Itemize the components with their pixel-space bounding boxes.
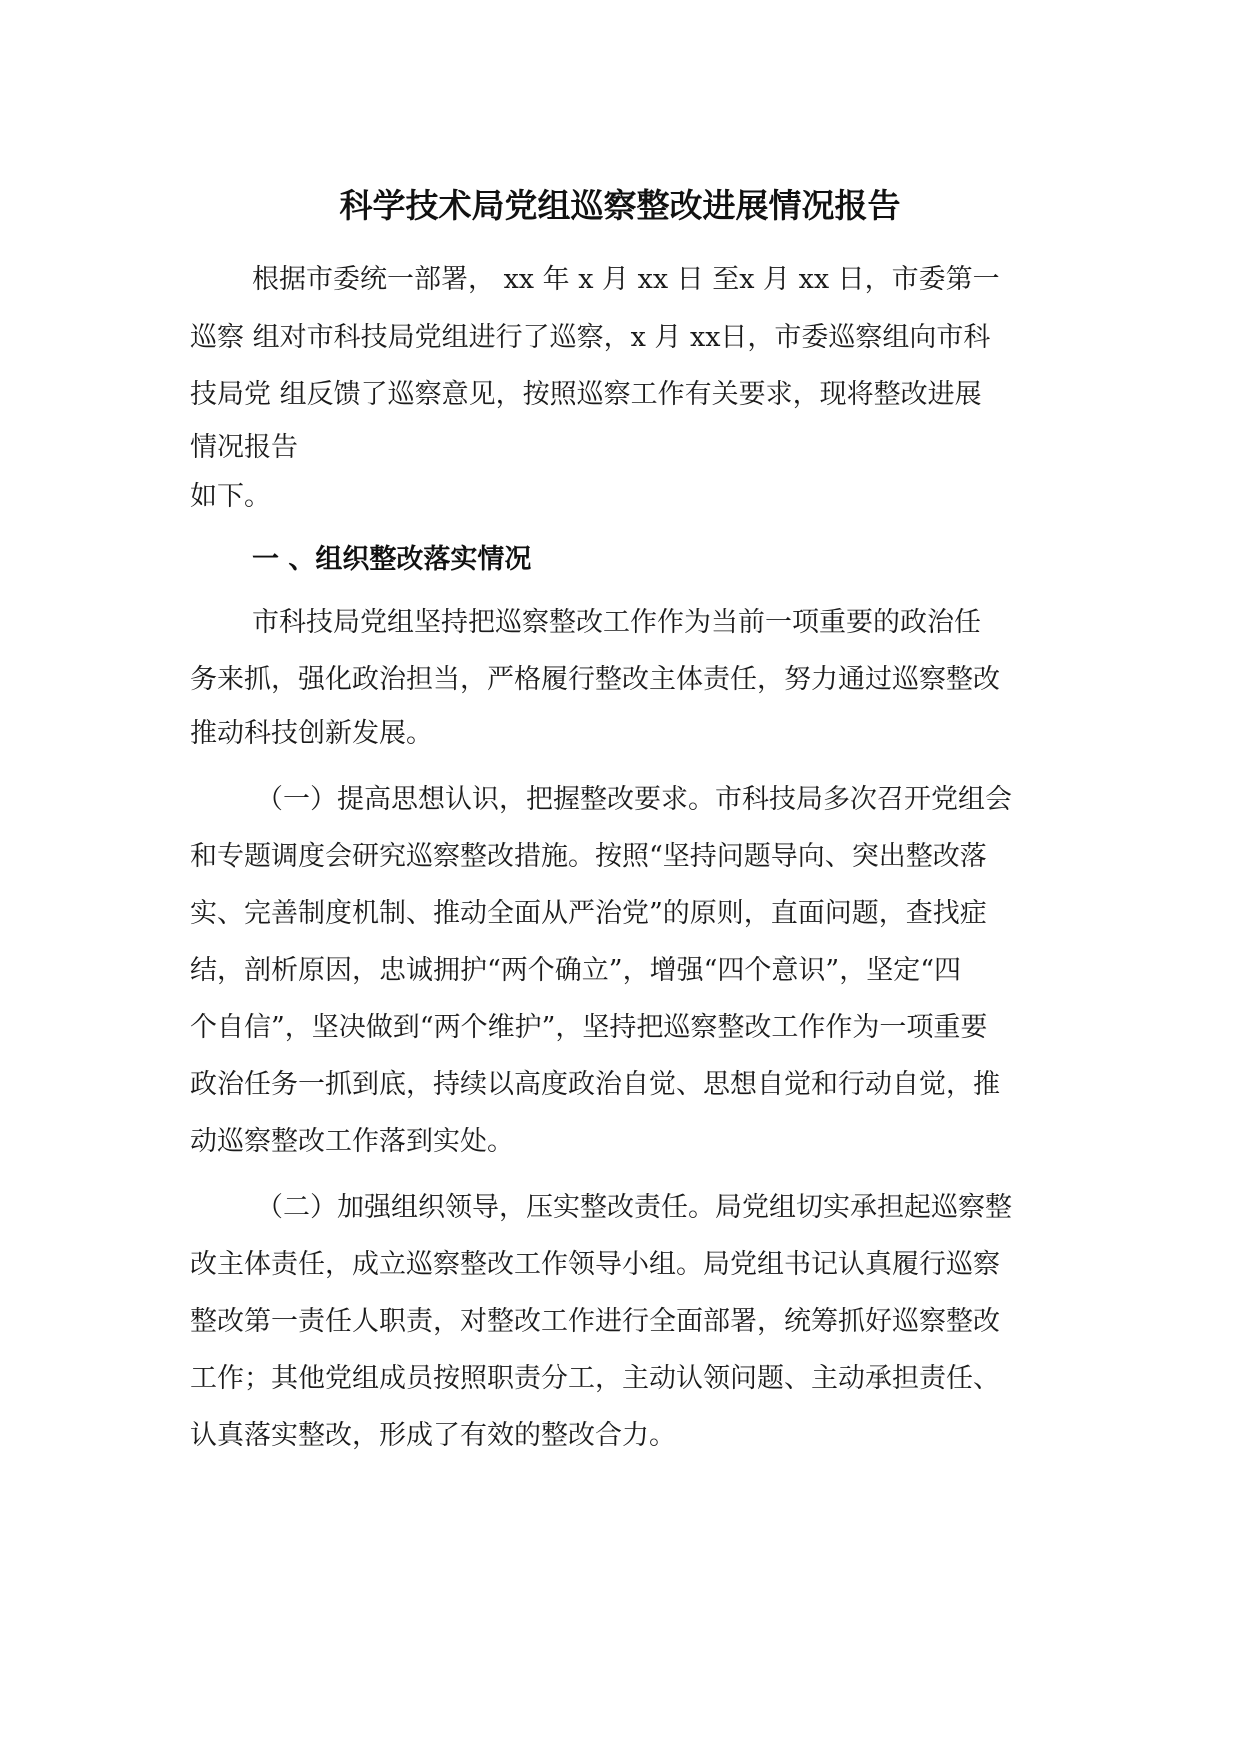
para3-line-3: 整改第一责任人职责，对整改工作进行全面部署，统筹抓好巡察整改 [190,1306,1000,1337]
intro-line-2: 巡察 组对市科技局党组进行了巡察，x 月 xx日，市委巡察组向市科 [190,322,991,353]
document-title: 科学技术局党组巡察整改进展情况报告 [339,186,901,225]
para2-line-7: 动巡察整改工作落到实处。 [190,1126,514,1157]
para3-line-5: 认真落实整改，形成了有效的整改合力。 [190,1420,676,1451]
para2-line-4: 结，剖析原因，忠诚拥护“两个确立”，增强“四个意识”，坚定“四 [190,955,962,986]
intro-line-5: 如下。 [190,481,271,512]
para3-line-4: 工作；其他党组成员按照职责分工，主动认领问题、主动承担责任、 [190,1363,1000,1394]
section-heading: 一 、组织整改落实情况 [252,544,532,575]
para2-line-1: （一）提高思想认识，把握整改要求。市科技局多次召开党组会 [256,784,1012,815]
para1-line-2: 务来抓，强化政治担当，严格履行整改主体责任，努力通过巡察整改 [190,664,1000,695]
intro-line-1: 根据市委统一部署， xx 年 x 月 xx 日 至x 月 xx 日，市委第一 [252,264,1000,295]
intro-line-3: 技局党 组反馈了巡察意见，按照巡察工作有关要求，现将整改进展 [190,379,982,410]
para2-line-3: 实、完善制度机制、推动全面从严治党”的原则，直面问题，查找症 [190,898,987,929]
para3-line-1: （二）加强组织领导，压实整改责任。局党组切实承担起巡察整 [256,1192,1012,1223]
para3-line-2: 改主体责任，成立巡察整改工作领导小组。局党组书记认真履行巡察 [190,1249,1000,1280]
intro-line-4: 情况报告 [190,432,298,463]
para1-line-1: 市科技局党组坚持把巡察整改工作作为当前一项重要的政治任 [252,607,981,638]
para1-line-3: 推动科技创新发展。 [190,718,433,749]
para2-line-5: 个自信”，坚决做到“两个维护”，坚持把巡察整改工作作为一项重要 [190,1012,988,1043]
para2-line-6: 政治任务一抓到底，持续以高度政治自觉、思想自觉和行动自觉，推 [190,1069,1000,1100]
para2-line-2: 和专题调度会研究巡察整改措施。按照“坚持问题导向、突出整改落 [190,841,987,872]
